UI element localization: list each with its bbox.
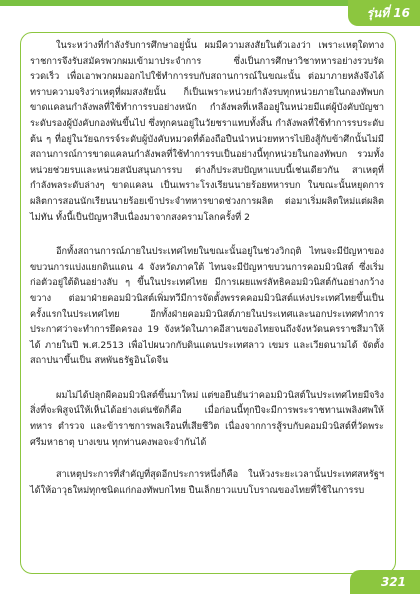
- footer-tab: [350, 570, 420, 594]
- paragraph-4: สาเหตุประการที่สำคัญที่สุดอีกประการหนึ่งก็คือ ในห้วงระยะเวลานั้นประเทศสหรัฐฯ ได้ให้อาวุธใหม่ทุกชนิดแก่กองทัพบกไทย ปืนเล็กยาวแบบโบราณของไทยที่ใช้ในการรบ: [30, 469, 384, 496]
- paragraph-2: อีกทั้งสถานการณ์ภายในประเทศไทยในขณะนั้นอยู่ในช่วงวิกฤติ ไทนจะมีปัญหาของขบวนการแบ่งแยกดินแดน 4 จังหวัดภาคใต้ ไทนจะมีปัญหาขบวนการคอมมิวนิสต์ ซึ่งเริ่มก่อตัวอยู่ใต้ดินอย่างลับ ๆ ขึ้นในประเทศไทย มีการเผยแพร่ลัทธิคอมมิวนิสต์กันอย่างกว้างขวาง ต่อมาฝ่ายคอมมิวนิสต์เพิ่มทวีมีการจัดตั้งพรรคคอมมิวนิสต์แห่งประเทศไทยขึ้นเป็นครั้งแรกในประเทศไทย อีกทั้งฝ่ายคอมมิวนิสต์ภายในประเทศและนอกประเทศทำการประกาศว่าจะทำการยึดครอง 19 จังหวัดในภาคอีสานของไทยจนถึงจังหวัดนครราชสีมาให้ได้ ภายในปี พ.ศ.2513 เพื่อไปผนวกกับดินแดนประเทศลาว เขมร และเวียดนามได้ จัดตั้งสถาปนาขึ้นเป็น สหพันธรัฐอินโดจีน: [30, 246, 384, 367]
- body-text: [30, 38, 384, 517]
- header-tab: [348, 0, 420, 26]
- paragraph-3: ผมไม่ได้ปลุกผีคอมมิวนิสต์ขึ้นมาใหม่ แต่ขอยืนยันว่าคอมมิวนิสต์ในประเทศไทยมีจริง สิ่งที่จะพิสูจน์ให้เห็นได้อย่างเด่นชัดก็คือ เมื่อก่อนนี้ทุกปีจะมีการพระราชทานเพลิงศพให้ ทหาร ตำรวจ และข้าราชการพลเรือนที่เสียชีวิต เนื่องจากการสู้รบกับคอมมิวนิสต์ที่วัดพระศรีมหาธาตุ บางเขน ทุกท่านคงพอจะจำกันได้: [30, 389, 384, 448]
- page-number: 321: [380, 575, 406, 589]
- edition-label: รุ่นที่ 16: [366, 6, 410, 20]
- paragraph-1: ในระหว่างที่กำลังรับการศึกษาอยู่นั้น ผมมีความสงสัยในตัวเองว่า เพราะเหตุใดทางราชการจึงรับสมัครพวกผมเข้ามาประจำการ ซึ่งเป็นการศึกษาวิชาทหารอย่างรวบรัด รวดเร็ว เพื่อเอาพวกผมออกไปใช้ทำการรบกับสถานการณ์ในขณะนั้น ต่อมาภายหลังจึงได้ทราบความจริงว่าเหตุที่ผมสงสัยนั้น ก็เป็นเพราะหน่วยกำลังรบทุกหน่วยภายในกองทัพบกขาดแคลนกำลังพลที่ใช้ทำการรบอย่างหนัก กำลังพลที่เหลืออยู่ในหน่วยมีแต่ผู้บังคับบัญชาระดับรองผู้บังคับกองพันขึ้นไป ซึ่งทุกคนอยู่ในวัยชราแทบทั้งสิ้น กำลังพลที่ใช้ทำการรบระดับต้น ๆ ที่อยู่ในวัยฉกรรจ์ระดับผู้บังคับหมวดที่ต้องถือปืนนำหน่วยทหารไปยิงสู้กับข้าศึกนั้นไม่มี สถานการณ์การขาดแคลนกำลังพลที่ใช้ทำการรบเป็นอย่างนี้ทุกหน่วยในกองทัพบก รวมทั้งหน่วยช่วยรบและหน่วยสนับสนุนการรบ ต่างก็ประสบปัญหาแบบนี้เช่นเดียวกัน สาเหตุที่กำลังพลระดับล่างๆ ขาดแคลน เป็นเพราะโรงเรียนนายร้อยทหารบก ในขณะนั้นหยุดการผลิตการสอนนักเรียนนายร้อยเข้าประจำทหารขาดช่วงการผลิต ต่อมาเริ่มผลิตใหม่แต่ผลิตไม่ทัน ทั้งนี้เป็นปัญหาสืบเนื่องมาจากสงครามโลกครั้งที่ 2: [30, 40, 384, 223]
